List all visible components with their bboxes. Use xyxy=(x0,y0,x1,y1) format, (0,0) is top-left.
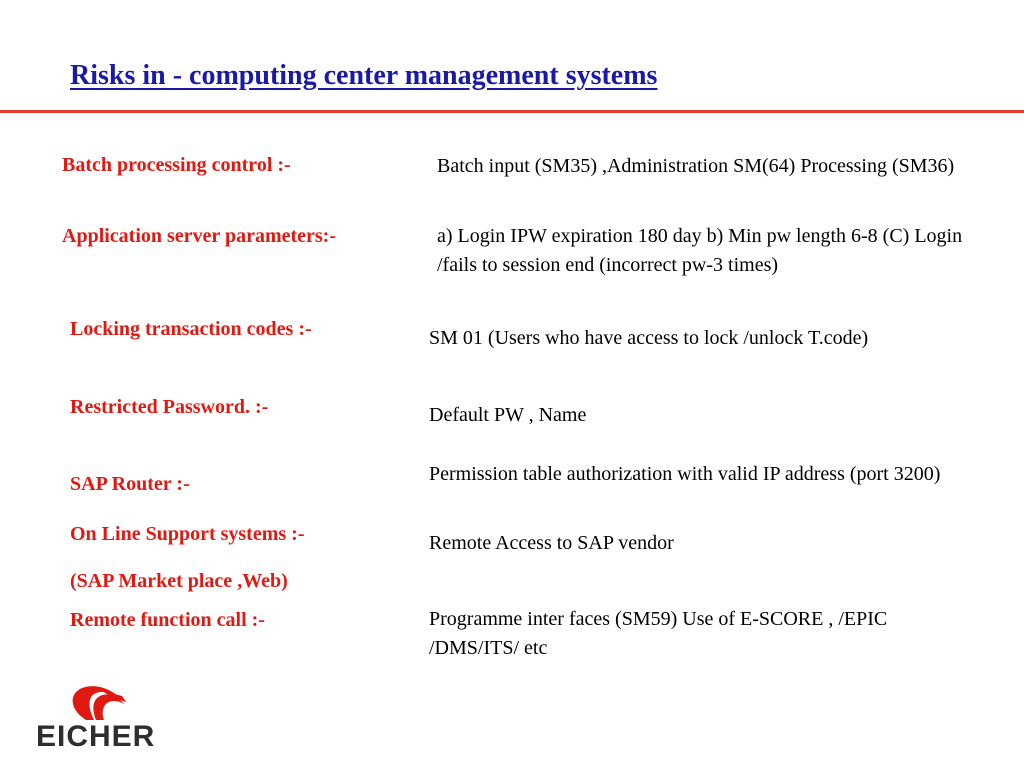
label-online-support: On Line Support systems :- xyxy=(70,523,305,545)
eicher-logo-text: EICHER xyxy=(36,720,156,753)
label-remote-function-call: Remote function call :- xyxy=(70,609,265,631)
value-batch-processing: Batch input (SM35) ,Administration SM(64) Processing (SM36) xyxy=(437,155,955,177)
title-divider xyxy=(0,110,1024,113)
eicher-logo xyxy=(34,680,164,753)
label-app-server-params: Application server parameters:- xyxy=(62,225,337,247)
value-app-server-params: a) Login IPW expiration 180 day b) Min pw length 6-8 (C) Login /fails to session end (incorrect pw-3 times) xyxy=(437,225,963,276)
value-restricted-password: Default PW , Name xyxy=(429,404,587,426)
label-locking-tcodes: Locking transaction codes :- xyxy=(70,318,312,340)
label-restricted-password: Restricted Password. :- xyxy=(70,396,269,418)
label-sap-router: SAP Router :- xyxy=(70,473,190,495)
label-batch-processing: Batch processing control :- xyxy=(62,154,291,176)
value-remote-function-call: Programme inter faces (SM59) Use of E-SCORE , /EPIC /DMS/ITS/ etc xyxy=(429,608,888,659)
value-sap-router: Permission table authorization with valid IP address (port 3200) xyxy=(429,463,941,485)
page-title: Risks in - computing center management systems xyxy=(70,60,658,91)
eicher-eagle-logo-icon xyxy=(34,680,164,724)
value-locking-tcodes: SM 01 (Users who have access to lock /unlock T.code) xyxy=(429,327,869,349)
label-sap-marketplace: (SAP Market place ,Web) xyxy=(70,570,288,592)
value-online-support: Remote Access to SAP vendor xyxy=(429,532,674,554)
